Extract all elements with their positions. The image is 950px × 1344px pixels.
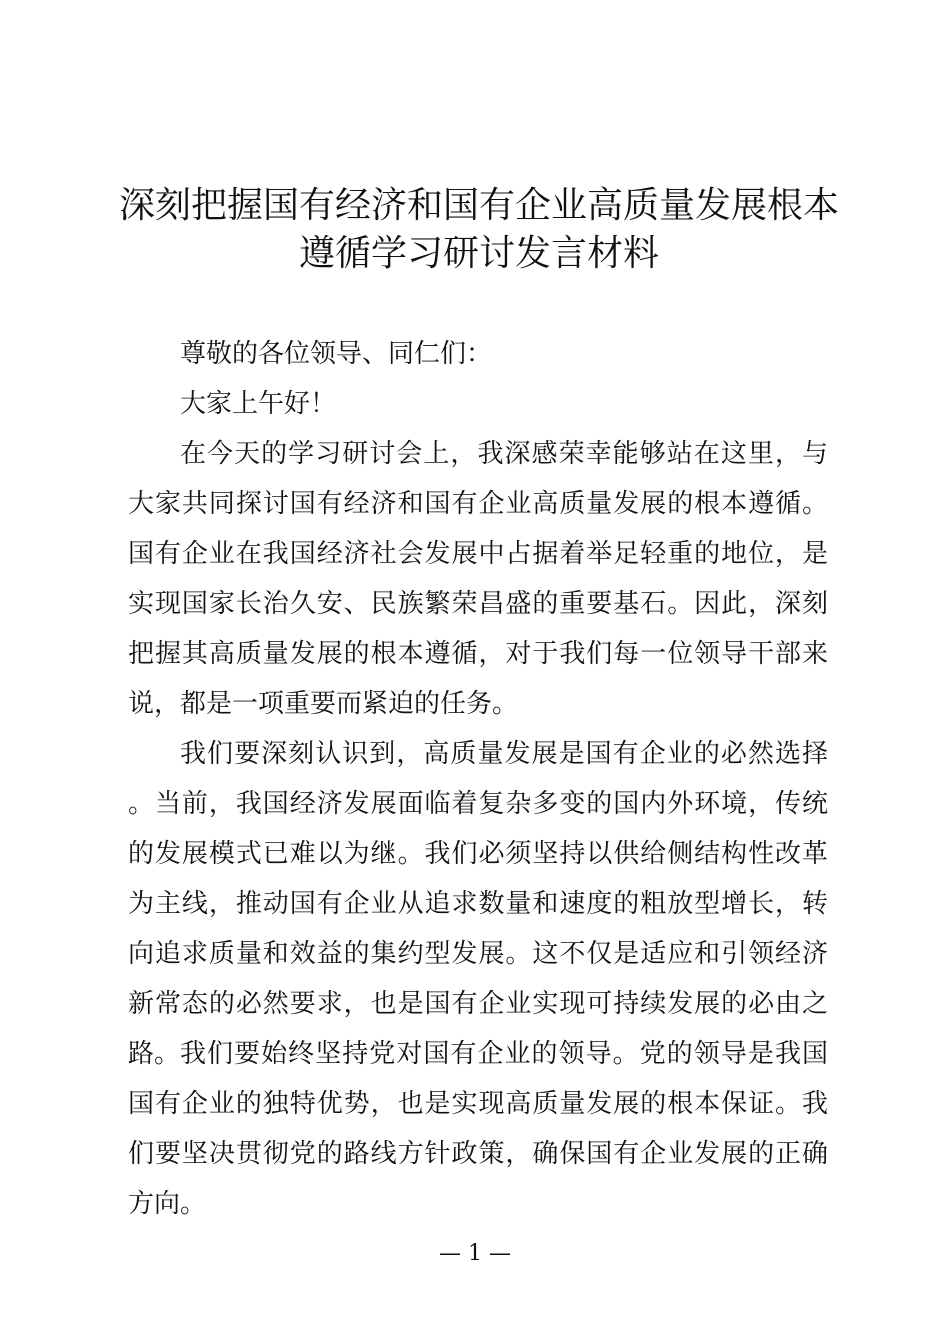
document-title-line-1: 深刻把握国有经济和国有企业高质量发展根本 [118, 185, 839, 226]
greeting-paragraph: 大家上午好！ [180, 389, 337, 419]
document-title-line-2: 遵循学习研讨发言材料 [298, 233, 659, 274]
page-number: — 1 — [439, 1241, 511, 1266]
body-paragraph-1: 在今天的学习研讨会上，我深感荣幸能够站在这里，与大家共同探讨国有经济和国有企业高质量发展的根本遵循。国有企业在我国经济社会发展中占据着举足轻重的地位，是实现国家长治久安、民族繁荣昌盛的重要基石。因此，深刻把握其高质量发展的根本遵循，对于我们每一位领导干部来说，都是一项重要而紧迫的任务。 [128, 439, 828, 719]
body-paragraph-3: 我们要始终坚持党对国有企业的领导。党的领导是我国国有企业的独特优势，也是实现高质量发展的根本保证。我们要坚决贯彻党的路线方针政策，确保国有企业发展的正确方向。 [128, 1039, 828, 1219]
salutation-paragraph: 尊敬的各位领导、同仁们： [180, 339, 493, 369]
body-paragraph-2: 我们要深刻认识到，高质量发展是国有企业的必然选择。当前，我国经济发展面临着复杂多变的国内外环境，传统的发展模式已难以为继。我们必须坚持以供给侧结构性改革为主线，推动国有企业从追求数量和速度的粗放型增长，转向追求质量和效益的集约型发展。这不仅是适应和引领经济新常态的必然要求，也是国有企业实现可持续发展的必由之路。 [128, 739, 828, 1069]
